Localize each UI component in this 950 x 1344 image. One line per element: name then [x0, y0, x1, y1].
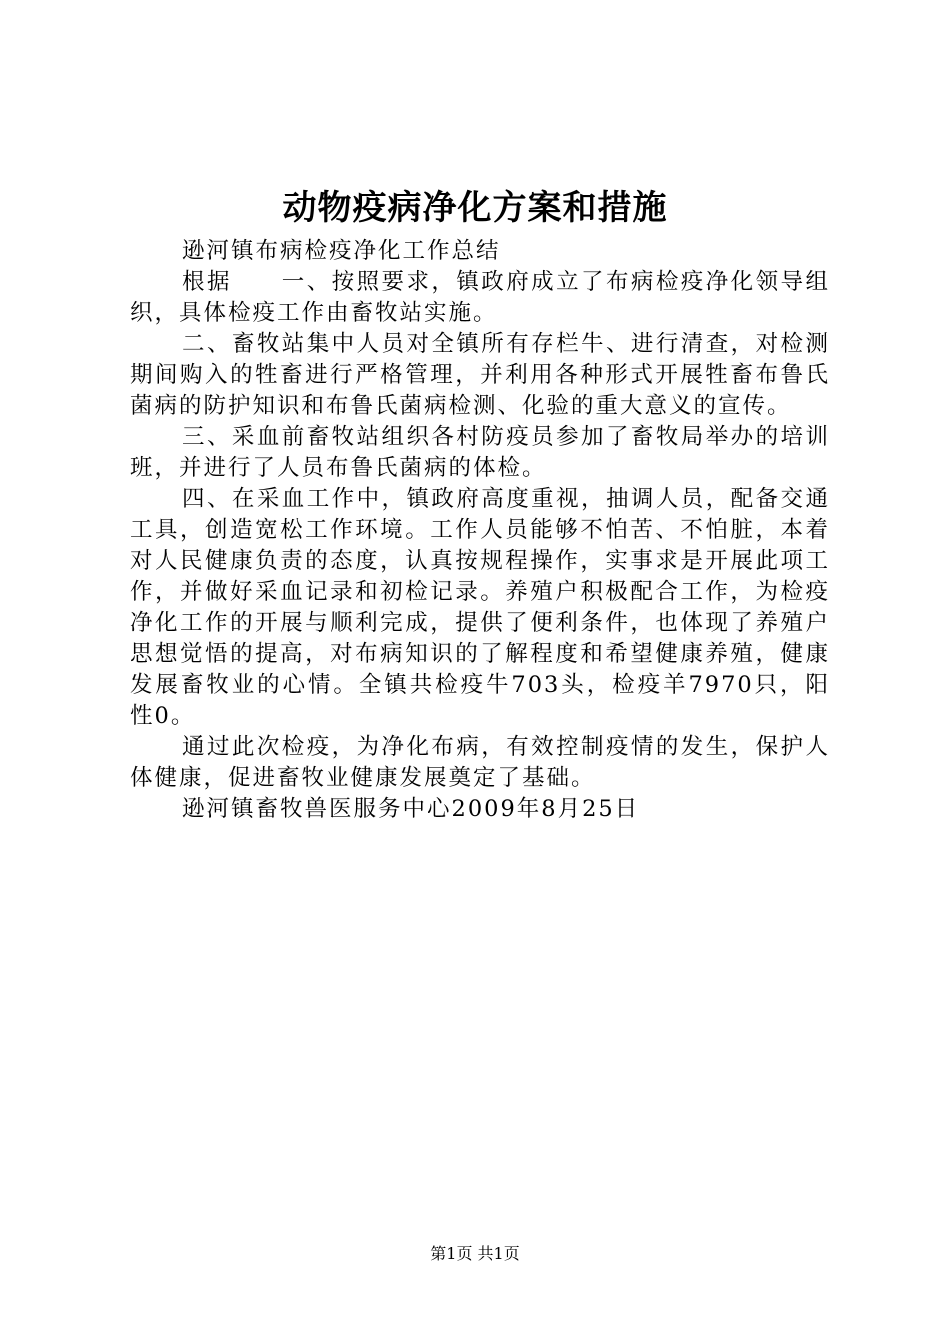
page-number-footer: 第1页 共1页: [430, 1244, 520, 1263]
document-title: 动物疫病净化方案和措施: [282, 188, 668, 228]
paragraph-conclusion: 通过此次检疫，为净化布病，有效控制疫情的发生，保护人体健康，促进畜牧业健康发展奠定了基础。: [130, 734, 830, 791]
document-body: [130, 236, 830, 825]
paragraph-item-4: 四、在采血工作中，镇政府高度重视，抽调人员，配备交通工具，创造宽松工作环境。工作人员能够不怕苦、不怕脏，本着对人民健康负责的态度，认真按规程操作，实事求是开展此项工作，并做好采血记录和初检记录。养殖户积极配合工作，为检疫净化工作的开展与顺利完成，提供了便利条件，也体现了养殖户思想觉悟的提高，对布病知识的了解程度和希望健康养殖，健康发展畜牧业的心情。全镇共检疫牛703头，检疫羊7970只，阳性0。: [130, 486, 830, 729]
paragraph-signature: 逊河镇畜牧兽医服务中心2009年8月25日: [182, 796, 640, 822]
paragraph-item-3: 三、采血前畜牧站组织各村防疫员参加了畜牧局举办的培训班，并进行了人员布鲁氏菌病的体检。: [130, 424, 830, 481]
paragraph-item-2: 二、畜牧站集中人员对全镇所有存栏牛、进行清查，对检测期间购入的牲畜进行严格管理，并利用各种形式开展牲畜布鲁氏菌病的防护知识和布鲁氏菌病检测、化验的重大意义的宣传。: [130, 331, 830, 419]
paragraph-subtitle: 逊河镇布病检疫净化工作总结: [182, 238, 501, 264]
paragraph-item-1: 根据 一、按照要求，镇政府成立了布病检疫净化领导组织，具体检疫工作由畜牧站实施。: [130, 269, 830, 326]
